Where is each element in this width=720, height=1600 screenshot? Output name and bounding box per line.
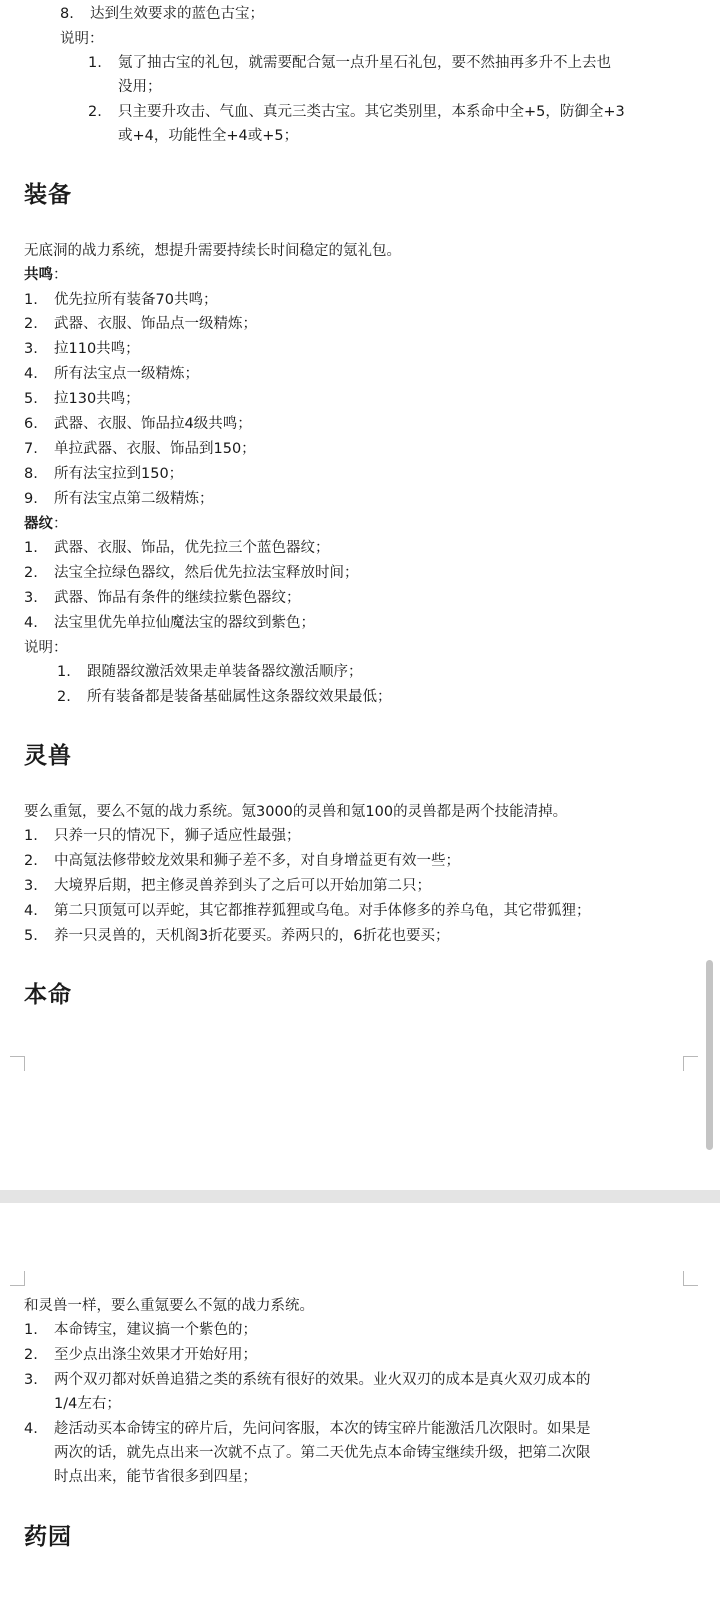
list-item: 5. 拉130共鸣； bbox=[24, 391, 140, 407]
list-item: 9. 所有法宝点第二级精炼； bbox=[24, 491, 214, 507]
section-heading-spirit-beast: 灵兽 bbox=[24, 743, 72, 769]
list-item: 1. 氪了抽古宝的礼包，就需要配合氪一点升星石礼包，要不然抽再多升不上去也 bbox=[88, 55, 611, 71]
list-item: 5. 养一只灵兽的，天机阁3折花要买。养两只的，6折花也要买； bbox=[24, 928, 450, 944]
list-item: 2. 至少点出涤尘效果才开始好用； bbox=[24, 1347, 257, 1363]
section-heading-equipment: 装备 bbox=[24, 182, 72, 208]
section-intro: 要么重氪，要么不氪的战力系统。氪3000的灵兽和氪100的灵兽都是两个技能清掉。 bbox=[24, 804, 568, 820]
subsection-label-pattern: 器纹： bbox=[24, 516, 68, 532]
list-item-continuation: 两次的话，就先点出来一次就不点了。第二天优先点本命铸宝继续升级，把第二次限 bbox=[54, 1445, 591, 1461]
page-break bbox=[0, 1190, 720, 1203]
list-item: 2. 只主要升攻击、气血、真元三类古宝。其它类别里，本系命中全+5，防御全+3 bbox=[88, 104, 625, 120]
list-item: 2. 所有装备都是装备基础属性这条器纹效果最低； bbox=[57, 689, 392, 705]
list-item: 8. 达到生效要求的蓝色古宝； bbox=[60, 6, 264, 22]
section-heading-natal: 本命 bbox=[24, 982, 72, 1008]
page-corner-mark bbox=[683, 1271, 698, 1286]
list-item: 2. 武器、衣服、饰品点一级精炼； bbox=[24, 316, 257, 332]
list-item: 4. 所有法宝点一级精炼； bbox=[24, 366, 199, 382]
list-item: 4. 法宝里优先单拉仙魔法宝的器纹到紫色； bbox=[24, 615, 315, 631]
note-label: 说明： bbox=[24, 640, 68, 656]
list-item-continuation: 1/4左右； bbox=[54, 1396, 121, 1412]
list-item: 2. 中高氪法修带蛟龙效果和狮子差不多，对自身增益更有效一些； bbox=[24, 853, 460, 869]
list-item: 4. 第二只顶氪可以弄蛇，其它都推荐狐狸或乌龟。对手体修多的养乌龟，其它带狐狸； bbox=[24, 903, 591, 919]
list-item: 1. 优先拉所有装备70共鸣； bbox=[24, 292, 218, 308]
list-item-continuation: 或+4，功能性全+4或+5； bbox=[118, 128, 299, 144]
list-item-continuation: 没用； bbox=[118, 79, 162, 95]
vertical-scrollbar[interactable] bbox=[706, 960, 713, 1150]
list-item: 8. 所有法宝拉到150； bbox=[24, 466, 184, 482]
list-item: 1. 跟随器纹激活效果走单装备器纹激活顺序； bbox=[57, 664, 363, 680]
page-corner-mark bbox=[683, 1056, 698, 1071]
list-item: 1. 本命铸宝，建议搞一个紫色的； bbox=[24, 1322, 257, 1338]
list-item: 3. 拉110共鸣； bbox=[24, 341, 140, 357]
document-page-2 bbox=[0, 1203, 720, 1600]
note-label: 说明： bbox=[60, 31, 104, 47]
list-item: 7. 单拉武器、衣服、饰品到150； bbox=[24, 441, 256, 457]
subsection-label-resonance: 共鸣： bbox=[24, 267, 68, 283]
list-item: 3. 两个双刃都对妖兽追猎之类的系统有很好的效果。业火双刃的成本是真火双刃成本的 bbox=[24, 1372, 591, 1388]
list-item: 4. 趁活动买本命铸宝的碎片后，先问问客服，本次的铸宝碎片能激活几次限时。如果是 bbox=[24, 1421, 591, 1437]
list-item: 1. 只养一只的情况下，狮子适应性最强； bbox=[24, 828, 301, 844]
section-heading-herb-garden: 药园 bbox=[24, 1524, 72, 1550]
section-intro: 和灵兽一样，要么重氪要么不氪的战力系统。 bbox=[24, 1298, 314, 1314]
list-item: 2. 法宝全拉绿色器纹，然后优先拉法宝释放时间； bbox=[24, 565, 359, 581]
list-item: 3. 武器、饰品有条件的继续拉紫色器纹； bbox=[24, 590, 301, 606]
list-item: 1. 武器、衣服、饰品，优先拉三个蓝色器纹； bbox=[24, 540, 330, 556]
page-corner-mark bbox=[10, 1056, 25, 1071]
list-item: 6. 武器、衣服、饰品拉4级共鸣； bbox=[24, 416, 252, 432]
page-corner-mark bbox=[10, 1271, 25, 1286]
section-intro: 无底洞的战力系统，想提升需要持续长时间稳定的氪礼包。 bbox=[24, 243, 401, 259]
list-item: 3. 大境界后期，把主修灵兽养到头了之后可以开始加第二只； bbox=[24, 878, 431, 894]
list-item-continuation: 时点出来，能节省很多到四星； bbox=[54, 1469, 257, 1485]
